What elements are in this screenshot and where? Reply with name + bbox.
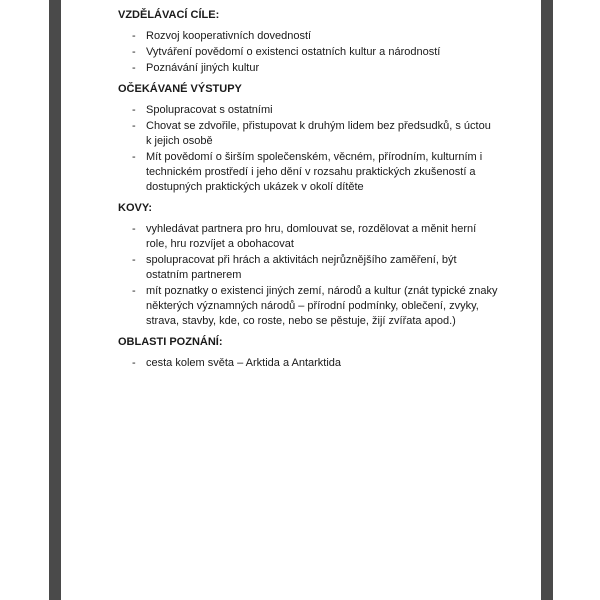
document-content bbox=[118, 8, 498, 377]
bullet-dash: - bbox=[132, 357, 136, 369]
left-margin-bar bbox=[49, 0, 61, 600]
bullet-dash: - bbox=[132, 46, 136, 58]
list-item: - Mít povědomí o širším společenském, věcném, přírodním, kulturním i technickém prostředí i jeho dění v rozsahu praktických zkušeností a dostupných praktických ukázek v okolí dítěte bbox=[132, 151, 483, 193]
list-item: - mít poznatky o existenci jiných zemí, národů a kultur (znát typické znaky některých významných národů – přírodní podmínky, oblečení, zvyky, strava, stavby, kde, co roste, nebo se pěstuje, žijí zvířata apod.) bbox=[132, 285, 498, 327]
list-item: - spolupracovat při hrách a aktivitách nejrůznějšího zaměření, být ostatním partnerem bbox=[132, 254, 457, 281]
document-page bbox=[61, 0, 541, 600]
bullet-dash: - bbox=[132, 104, 136, 116]
bullet-dash: - bbox=[132, 62, 136, 74]
section-heading-expected-outcomes: OČEKÁVANÉ VÝSTUPY bbox=[118, 83, 242, 95]
knowledge-areas-list bbox=[118, 356, 498, 371]
right-margin-bar bbox=[541, 0, 553, 600]
list-item: - cesta kolem světa – Arktida a Antarktida bbox=[132, 357, 342, 369]
bullet-dash: - bbox=[132, 285, 136, 297]
bullet-dash: - bbox=[132, 120, 136, 132]
expected-outcomes-list bbox=[118, 103, 498, 195]
bullet-dash: - bbox=[132, 151, 136, 163]
bullet-dash: - bbox=[132, 223, 136, 235]
list-item: - Chovat se zdvořile, přistupovat k druhým lidem bez předsudků, s úctou k jejich osobě bbox=[132, 120, 491, 147]
educational-goals-list bbox=[118, 29, 498, 76]
list-item: - Spolupracovat s ostatními bbox=[132, 104, 273, 116]
list-item: - vyhledávat partnera pro hru, domlouvat se, rozdělovat a měnit herní role, hru rozvíjet a obohacovat bbox=[132, 223, 477, 250]
competencies-list bbox=[118, 222, 498, 329]
list-item: - Rozvoj kooperativních dovedností bbox=[132, 30, 312, 42]
list-item: - Vytváření povědomí o existenci ostatních kultur a národností bbox=[132, 46, 441, 58]
section-heading-knowledge-areas: OBLASTI POZNÁNÍ: bbox=[118, 336, 223, 348]
bullet-dash: - bbox=[132, 30, 136, 42]
section-heading-competencies: KOVY: bbox=[118, 202, 153, 214]
section-heading-educational-goals: VZDĚLÁVACÍ CÍLE: bbox=[118, 9, 220, 21]
bullet-dash: - bbox=[132, 254, 136, 266]
list-item: - Poznávání jiných kultur bbox=[132, 62, 260, 74]
